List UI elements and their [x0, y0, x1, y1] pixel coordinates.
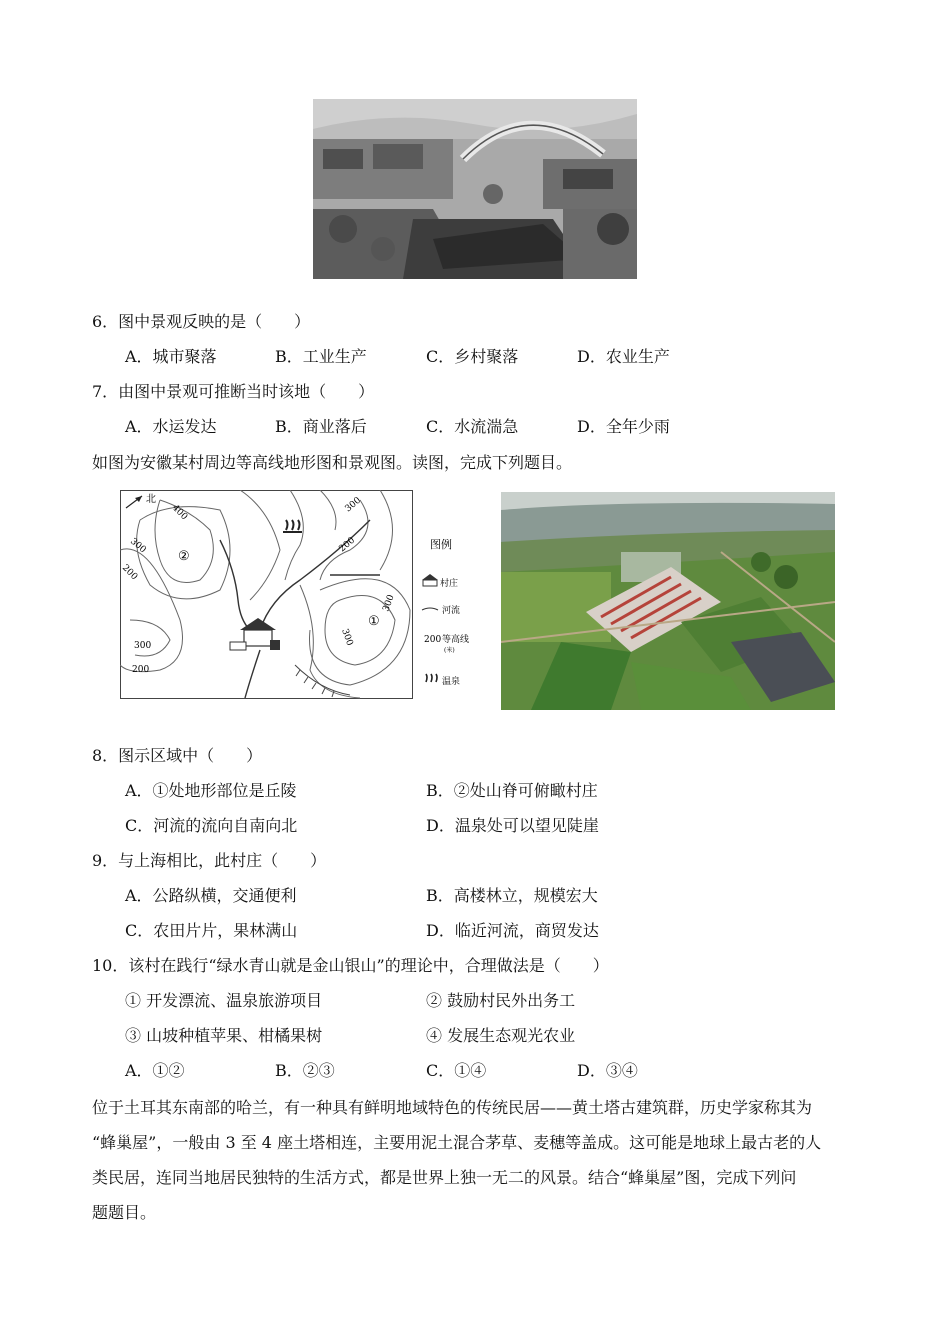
- q9-option-d: D．临近河流，商贸发达: [426, 921, 599, 940]
- svg-text:300: 300: [343, 495, 364, 515]
- svg-text:300: 300: [339, 627, 355, 648]
- question-10-stem: 10．该村在践行“绿水青山就是金山银山”的理论中，合理做法是（ ）: [92, 956, 609, 975]
- q6-option-d: D．农业生产: [577, 347, 670, 366]
- harran-paragraph: [92, 1090, 862, 1230]
- question-7-stem: 7．由图中景观可推断当时该地（ ）: [92, 382, 375, 401]
- q7-option-b: B．商业落后: [275, 417, 367, 436]
- svg-text:300: 300: [381, 593, 397, 614]
- mark-2: ②: [178, 549, 190, 564]
- q8-option-a: A．①处地形部位是丘陵: [125, 781, 297, 800]
- q10-item-3: ③ 山坡种植苹果、柑橘果树: [125, 1026, 323, 1045]
- q8-option-d: D．温泉处可以望见陡崖: [426, 816, 599, 835]
- legend-spring: 温泉: [442, 677, 461, 687]
- svg-text:(米): (米): [444, 647, 455, 654]
- svg-text:200: 200: [132, 665, 150, 675]
- anhui-intro: 如图为安徽某村周边等高线地形图和景观图。读图，完成下列题目。: [92, 453, 573, 472]
- q10-option-c: C．①④: [426, 1061, 487, 1080]
- q10-item-4: ④ 发展生态观光农业: [426, 1026, 576, 1045]
- paragraph-line: 题题目。: [92, 1203, 157, 1222]
- q6-option-b: B．工业生产: [275, 347, 367, 366]
- question-9-stem: 9．与上海相比，此村庄（ ）: [92, 851, 327, 870]
- q7-option-d: D．全年少雨: [577, 417, 670, 436]
- svg-text:400: 400: [169, 503, 190, 523]
- q7-option-c: C．水流湍急: [426, 417, 519, 436]
- q7-option-a: A．水运发达: [125, 417, 217, 436]
- q10-item-1: ① 开发漂流、温泉旅游项目: [125, 991, 323, 1010]
- q10-option-d: D．③④: [577, 1061, 638, 1080]
- question-8-stem: 8．图示区域中（ ）: [92, 746, 263, 765]
- ancient-painting-image: [313, 99, 637, 279]
- paragraph-line: 类民居，连同当地居民独特的生活方式，都是世界上独一无二的风景。结合“蜂巢屋”图，完成下列问: [92, 1168, 797, 1187]
- svg-text:200: 200: [120, 563, 140, 583]
- q9-option-b: B．高楼林立，规模宏大: [426, 886, 598, 905]
- legend-village: 村庄: [440, 579, 459, 589]
- question-6-stem: 6．图中景观反映的是（ ）: [92, 312, 311, 331]
- legend-contour: 等高线: [442, 635, 470, 645]
- q10-item-2: ② 鼓励村民外出务工: [426, 991, 576, 1010]
- q8-option-c: C．河流的流向自南向北: [125, 816, 298, 835]
- village-aerial-photo: [501, 492, 835, 710]
- svg-text:200: 200: [337, 535, 358, 555]
- contour-map: [120, 490, 480, 710]
- q9-option-c: C．农田片片，果林满山: [125, 921, 298, 940]
- mark-1: ①: [368, 614, 380, 629]
- svg-text:300: 300: [134, 641, 152, 651]
- legend-title: 图例: [430, 538, 452, 551]
- q6-option-a: A．城市聚落: [125, 347, 217, 366]
- paragraph-line: 位于土耳其东南部的哈兰，有一种具有鲜明地域特色的传统民居——黄土塔古建筑群，历史学家称其为: [92, 1098, 813, 1117]
- paragraph-line: “蜂巢屋”，一般由 3 至 4 座土塔相连，主要用泥土混合茅草、麦穗等盖成。这可能是地球上最古老的人: [92, 1133, 822, 1152]
- q8-option-b: B．②处山脊可俯瞰村庄: [426, 781, 598, 800]
- q10-option-b: B．②③: [275, 1061, 335, 1080]
- legend-river: 河流: [442, 606, 461, 616]
- north-label: 北: [146, 494, 156, 505]
- svg-text:200: 200: [424, 635, 442, 645]
- q10-option-a: A．①②: [125, 1061, 185, 1080]
- svg-text:300: 300: [128, 536, 148, 556]
- q9-option-a: A．公路纵横，交通便利: [125, 886, 297, 905]
- q6-option-c: C．乡村聚落: [426, 347, 519, 366]
